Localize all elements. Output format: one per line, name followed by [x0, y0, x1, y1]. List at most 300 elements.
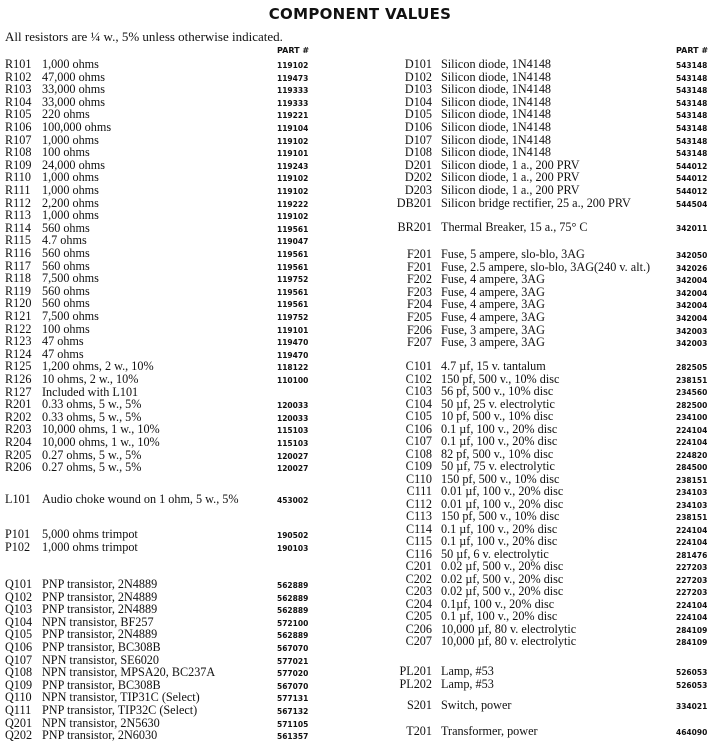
part-number: 342004	[676, 314, 708, 323]
component-description: Fuse, 4 ampere, 3AG	[441, 272, 545, 287]
part-number: 453002	[277, 496, 309, 505]
component-ref: R122	[5, 321, 32, 336]
component-ref: F206	[406, 322, 432, 337]
component-ref: D105	[404, 107, 432, 122]
component-ref: Q108	[5, 665, 33, 680]
component-description: Lamp, #53	[441, 676, 494, 691]
component-description: 0.02 µf, 500 v., 20% disc	[441, 584, 564, 598]
component-description: Fuse, 4 ampere, 3AG	[441, 284, 545, 299]
component-ref: R101	[5, 57, 32, 71]
part-number: 119333	[277, 86, 309, 96]
component-description: Fuse, 3 ampere, 3AG	[441, 335, 545, 350]
component-description: 10,000 ohms, 1 w., 10%	[42, 435, 160, 449]
component-ref: D202	[404, 170, 432, 185]
component-ref: D201	[404, 157, 432, 172]
part-number: 224104	[676, 425, 708, 435]
component-description: NPN transistor, 2N5630	[42, 715, 160, 730]
component-description: Fuse, 2.5 ampere, slo-blo, 3AG(240 v. alt.)	[441, 259, 651, 274]
component-ref: S201	[406, 698, 432, 712]
component-ref: R103	[5, 82, 32, 97]
component-ref: R113	[5, 208, 31, 223]
component-description: 1,000 ohms	[42, 183, 99, 197]
component-ref: C108	[405, 446, 432, 461]
component-ref: Q202	[5, 728, 33, 743]
part-number: 342004	[676, 288, 708, 298]
component-description: PNP transistor, TIP32C (Select)	[42, 703, 198, 717]
component-ref: R115	[5, 233, 31, 248]
component-description: Silicon diode, 1N4148	[441, 94, 552, 109]
component-row	[0, 610, 720, 623]
component-ref: C203	[405, 584, 432, 598]
part-number: 119104	[277, 124, 309, 133]
component-description: 560 ohms	[42, 296, 90, 311]
part-number: 190502	[277, 531, 309, 540]
component-description: Silicon diode, 1 a., 200 PRV	[441, 157, 580, 172]
component-description: PNP transistor, BC308B	[42, 677, 161, 692]
part-number: 572100	[277, 618, 309, 628]
component-ref: D108	[404, 145, 432, 160]
component-ref: R206	[5, 460, 32, 475]
part-number: 224820	[676, 450, 708, 460]
component-ref: R203	[5, 422, 32, 437]
component-ref: C109	[405, 459, 432, 473]
component-description: Fuse, 3 ampere, 3AG	[441, 322, 545, 337]
part-number: 342004	[676, 276, 708, 286]
component-row	[0, 473, 720, 486]
part-number: 119473	[277, 73, 309, 83]
component-description: 0.1 µf, 100 v., 20% disc	[441, 421, 558, 436]
component-ref: R201	[5, 397, 32, 412]
part-number: 119102	[277, 187, 309, 196]
component-ref: P101	[5, 527, 31, 541]
component-ref: Q101	[5, 577, 33, 591]
part-number: 224104	[676, 613, 708, 622]
component-row	[0, 121, 720, 134]
component-description: 4.7 µf, 15 v. tantalum	[441, 359, 546, 373]
component-ref: Q105	[5, 627, 33, 642]
component-ref: BR201	[397, 220, 432, 234]
component-row	[0, 258, 720, 274]
component-description: 5,000 ohms trimpot	[42, 527, 138, 541]
component-description: Switch, power	[441, 698, 512, 712]
part-number: 544012	[676, 161, 708, 171]
component-row	[0, 234, 720, 247]
component-ref: D104	[404, 94, 432, 109]
component-description: 100 ohms	[42, 145, 90, 160]
component-ref: D102	[404, 69, 432, 84]
component-row	[0, 699, 720, 712]
component-ref: Q103	[5, 602, 33, 617]
component-description: 100 ohms	[42, 321, 90, 336]
part-number: 562889	[277, 581, 309, 590]
part-number: 120027	[277, 464, 309, 474]
part-number: 227203	[676, 575, 708, 585]
component-row	[0, 159, 720, 172]
part-number: 120027	[277, 451, 309, 461]
component-description: 7,500 ohms	[42, 309, 99, 323]
part-number: 190103	[277, 543, 309, 553]
component-row	[0, 435, 720, 448]
component-row	[0, 498, 720, 511]
component-ref: R108	[5, 145, 32, 160]
component-description: 560 ohms	[42, 220, 90, 235]
part-number: 238151	[676, 375, 708, 385]
component-ref: R124	[5, 346, 32, 361]
part-number: 119102	[277, 136, 309, 146]
component-ref: R109	[5, 157, 32, 172]
resistor-note: All resistors are ¼ w., 5% unless otherwise indicated.	[5, 29, 283, 44]
component-description: NPN transistor, BF257	[42, 614, 154, 629]
part-number: 526053	[676, 668, 708, 677]
component-description: 50 µf, 25 v. electrolytic	[441, 396, 555, 411]
right-part-header: PART #	[676, 46, 709, 55]
component-description: 1,000 ohms trimpot	[42, 539, 138, 554]
component-ref: R104	[5, 94, 32, 109]
component-description: 560 ohms	[42, 258, 90, 273]
component-description: 0.1 µf, 100 v., 20% disc	[441, 534, 558, 548]
component-ref: C104	[405, 396, 432, 411]
part-number: 543148	[676, 98, 708, 108]
component-row	[0, 58, 720, 71]
component-ref: R102	[5, 69, 32, 84]
part-number: 224104	[676, 600, 708, 610]
component-row	[0, 725, 720, 738]
component-description: Silicon diode, 1N4148	[441, 69, 552, 84]
component-description: 50 µf, 75 v. electrolytic	[441, 459, 555, 473]
part-number: 567070	[277, 644, 309, 653]
component-description: Audio choke wound on 1 ohm, 5 w., 5%	[42, 492, 239, 506]
component-description: 47 ohms	[42, 346, 84, 361]
component-description: Silicon diode, 1N4148	[441, 82, 552, 97]
component-description: 1,000 ohms	[42, 57, 99, 71]
component-description: Silicon diode, 1N4148	[441, 120, 552, 134]
component-ref: C114	[406, 521, 432, 536]
part-number: 234100	[676, 413, 708, 422]
part-number: 119047	[277, 237, 309, 247]
component-row	[0, 321, 720, 337]
component-row	[0, 523, 720, 536]
component-ref: R105	[5, 107, 32, 122]
part-number: 342026	[676, 263, 708, 273]
part-number: 227203	[676, 563, 708, 572]
component-description: 0.27 ohms, 5 w., 5%	[42, 460, 142, 475]
component-description: 2,200 ohms	[42, 195, 99, 210]
part-number: 577020	[277, 669, 309, 679]
component-ref: R107	[5, 132, 32, 147]
component-ref: D203	[404, 183, 432, 197]
component-description: Silicon diode, 1N4148	[441, 145, 552, 160]
part-number: 119243	[277, 161, 309, 171]
component-description: 0.1 µf, 100 v., 20% disc	[441, 434, 558, 448]
component-description: 50 µf, 6 v. electrolytic	[441, 546, 549, 561]
part-number: 562889	[277, 593, 309, 603]
part-number: 577131	[277, 694, 309, 704]
component-row	[0, 221, 720, 234]
part-number: 119752	[277, 313, 309, 322]
part-number: 120033	[277, 401, 309, 411]
component-description: Silicon diode, 1N4148	[441, 132, 552, 147]
component-row	[0, 373, 720, 386]
component-description: NPN transistor, SE6020	[42, 652, 159, 667]
component-description: Thermal Breaker, 15 a., 75° C	[441, 220, 588, 234]
component-row	[0, 460, 720, 473]
part-number: 119102	[277, 61, 309, 70]
component-description: 1,000 ohms	[42, 132, 99, 147]
part-number: 234103	[676, 500, 708, 510]
component-ref: R202	[5, 409, 32, 424]
part-number: 224104	[676, 538, 708, 547]
part-number: 119221	[277, 111, 309, 121]
part-number: 224104	[676, 438, 708, 447]
component-description: PNP transistor, 2N6030	[42, 728, 158, 743]
component-description: 0.33 ohms, 5 w., 5%	[42, 397, 142, 412]
part-number: 577021	[277, 656, 309, 666]
part-number: 543148	[676, 61, 708, 70]
component-row	[0, 96, 720, 109]
component-ref: C111	[406, 484, 432, 498]
component-row	[0, 336, 720, 349]
part-number: 119101	[277, 149, 309, 159]
part-number: 234560	[676, 388, 708, 397]
component-description: PNP transistor, 2N4889	[42, 577, 158, 591]
component-description: Lamp, #53	[441, 664, 494, 678]
component-ref: C113	[406, 509, 432, 523]
component-ref: F204	[406, 297, 432, 312]
component-ref: Q111	[5, 703, 32, 717]
component-description: 220 ohms	[42, 107, 90, 122]
component-ref: PL201	[399, 664, 432, 678]
component-ref: C201	[405, 559, 432, 573]
part-number: 119561	[277, 287, 309, 297]
component-ref: C105	[405, 409, 432, 423]
component-ref: C116	[406, 546, 432, 561]
component-description: 33,000 ohms	[42, 82, 105, 97]
component-ref: C112	[406, 496, 432, 511]
component-ref: R106	[5, 120, 32, 134]
part-number: 110100	[277, 376, 309, 385]
component-ref: R118	[5, 271, 31, 286]
component-row	[0, 146, 720, 159]
component-ref: Q102	[5, 589, 33, 604]
component-row	[0, 273, 720, 286]
component-ref: F201	[406, 259, 432, 274]
component-ref: R121	[5, 309, 32, 323]
component-ref: F207	[406, 335, 432, 350]
component-description: 150 pf, 500 v., 10% disc	[441, 471, 560, 486]
component-row	[0, 448, 720, 461]
component-ref: P102	[5, 539, 31, 554]
part-number: 115103	[277, 439, 309, 448]
part-number: 342003	[676, 339, 708, 349]
component-row	[0, 298, 720, 311]
component-description: Fuse, 4 ampere, 3AG	[441, 297, 545, 312]
component-row	[0, 535, 720, 548]
component-row	[0, 573, 720, 586]
component-description: 4.7 ohms	[42, 233, 87, 248]
part-number: 234103	[676, 488, 708, 497]
component-description: 10,000 ohms, 1 w., 10%	[42, 422, 160, 437]
component-description: Included with L101	[42, 384, 139, 399]
part-number: 562889	[277, 631, 309, 641]
component-row	[0, 623, 720, 636]
part-number: 119752	[277, 275, 309, 285]
component-ref: F201	[406, 247, 432, 261]
component-ref: R117	[5, 258, 31, 273]
component-description: 560 ohms	[42, 246, 90, 260]
component-ref: F205	[406, 310, 432, 324]
component-description: 1,000 ohms	[42, 170, 99, 185]
component-description: 47,000 ohms	[42, 69, 105, 84]
component-row	[0, 560, 720, 573]
component-row	[0, 311, 720, 324]
component-row	[0, 410, 720, 423]
component-row	[0, 360, 720, 373]
component-ref: R120	[5, 296, 32, 311]
part-number: 238151	[676, 475, 708, 485]
component-ref: C202	[405, 571, 432, 586]
component-ref: R126	[5, 372, 32, 386]
part-number: 543148	[676, 136, 708, 146]
component-ref: R205	[5, 447, 32, 462]
part-number: 544012	[676, 174, 708, 184]
component-ref: F203	[406, 284, 432, 299]
part-number: 119102	[277, 212, 309, 222]
component-description: Silicon diode, 1N4148	[441, 107, 552, 122]
component-description: PNP transistor, 2N4889	[42, 602, 158, 617]
component-ref: C106	[405, 421, 432, 436]
part-number: 543148	[676, 86, 708, 96]
component-ref: R110	[5, 170, 31, 185]
part-number: 561357	[277, 732, 309, 742]
component-ref: Q201	[5, 715, 33, 730]
component-description: NPN transistor, TIP31C (Select)	[42, 690, 200, 705]
component-row	[0, 171, 720, 184]
part-number: 119470	[277, 350, 309, 360]
component-ref: R204	[5, 435, 32, 449]
component-description: 0.33 ohms, 5 w., 5%	[42, 409, 142, 424]
part-number: 227203	[676, 588, 708, 597]
part-number: 119561	[277, 224, 309, 234]
component-description: Fuse, 4 ampere, 3AG	[441, 310, 545, 324]
part-number: 342011	[676, 224, 708, 233]
component-row	[0, 665, 720, 678]
component-description: 10,000 µf, 80 v. electrolytic	[441, 634, 577, 648]
component-ref: C110	[406, 471, 432, 486]
component-ref: PL202	[399, 676, 432, 691]
component-description: 10 pf, 500 v., 10% disc	[441, 409, 554, 423]
component-description: Silicon diode, 1 a., 200 PRV	[441, 183, 580, 197]
component-ref: Q106	[5, 640, 33, 654]
part-number: 544012	[676, 187, 708, 196]
component-description: 0.1 µf, 100 v., 20% disc	[441, 609, 558, 623]
part-number: 284109	[676, 638, 708, 647]
component-row	[0, 548, 720, 561]
part-number: 567132	[277, 707, 309, 716]
part-number: 119470	[277, 338, 309, 348]
part-number: 120033	[277, 413, 309, 423]
part-number: 543148	[676, 73, 708, 83]
part-number: 543148	[676, 111, 708, 121]
component-ref: C204	[405, 596, 432, 611]
part-number: 543148	[676, 124, 708, 133]
part-number: 342050	[676, 251, 708, 260]
component-description: 24,000 ohms	[42, 157, 105, 172]
part-number: 119561	[277, 250, 309, 259]
component-ref: R112	[5, 195, 31, 210]
component-row	[0, 108, 720, 121]
component-ref: D101	[404, 57, 432, 71]
component-row	[0, 385, 720, 398]
component-description: PNP transistor, 2N4889	[42, 627, 158, 642]
component-ref: Q104	[5, 614, 33, 629]
part-number: 118122	[277, 363, 309, 373]
part-number: 544504	[676, 199, 708, 209]
component-ref: R119	[5, 283, 31, 298]
part-number: 224104	[676, 525, 708, 535]
component-ref: R111	[5, 183, 31, 197]
component-description: 0.01 µf, 100 v., 20% disc	[441, 496, 564, 511]
component-ref: F202	[406, 272, 432, 287]
component-ref: R127	[5, 384, 32, 399]
part-number: 119561	[277, 262, 309, 272]
component-ref: Q110	[5, 690, 32, 705]
component-row	[0, 283, 720, 299]
component-description: PNP transistor, BC308B	[42, 640, 161, 654]
component-ref: C206	[405, 621, 432, 636]
component-description: NPN transistor, MPSA20, BC237A	[42, 665, 216, 680]
part-number: 119561	[277, 300, 309, 310]
component-description: 0.1 µf, 100 v., 20% disc	[441, 521, 558, 536]
part-number: 562889	[277, 606, 309, 616]
component-description: 56 pf, 500 v., 10% disc	[441, 384, 554, 398]
component-row	[0, 585, 720, 598]
component-ref: C101	[405, 359, 432, 373]
page-title: COMPONENT VALUES	[268, 5, 452, 23]
component-description: Transformer, power	[441, 724, 538, 738]
part-number: 342004	[676, 301, 708, 311]
part-number: 571105	[277, 719, 309, 729]
component-description: PNP transistor, 2N4889	[42, 589, 158, 604]
component-row	[0, 71, 720, 84]
component-description: Silicon bridge rectifier, 25 a., 200 PRV	[441, 195, 631, 210]
component-row	[0, 510, 720, 523]
component-ref: Q109	[5, 677, 33, 692]
component-ref: R116	[5, 246, 31, 260]
component-description: 47 ohms	[42, 334, 84, 349]
component-description: Silicon diode, 1N4148	[441, 57, 552, 71]
component-ref: R123	[5, 334, 32, 349]
component-description: 10,000 µf, 80 v. electrolytic	[441, 621, 577, 636]
component-description: 33,000 ohms	[42, 94, 105, 109]
component-ref: C107	[405, 434, 432, 448]
component-description: 0.01 µf, 100 v., 20% disc	[441, 484, 564, 498]
component-ref: D107	[404, 132, 432, 147]
component-description: 0.1µf, 100 v., 20% disc	[441, 596, 555, 611]
component-description: 1,000 ohms	[42, 208, 99, 223]
part-number: 119222	[277, 199, 309, 209]
part-number: 526053	[676, 680, 708, 690]
component-description: 82 pf, 500 v., 10% disc	[441, 446, 554, 461]
component-row	[0, 678, 720, 691]
part-number: 115103	[277, 426, 309, 436]
left-part-header: PART #	[277, 46, 310, 55]
component-description: Fuse, 5 ampere, slo-blo, 3AG	[441, 247, 585, 261]
part-number: 119101	[277, 325, 309, 335]
component-row	[0, 598, 720, 611]
part-number: 334021	[676, 702, 708, 711]
component-row	[0, 83, 720, 96]
component-ref: T201	[406, 724, 432, 738]
